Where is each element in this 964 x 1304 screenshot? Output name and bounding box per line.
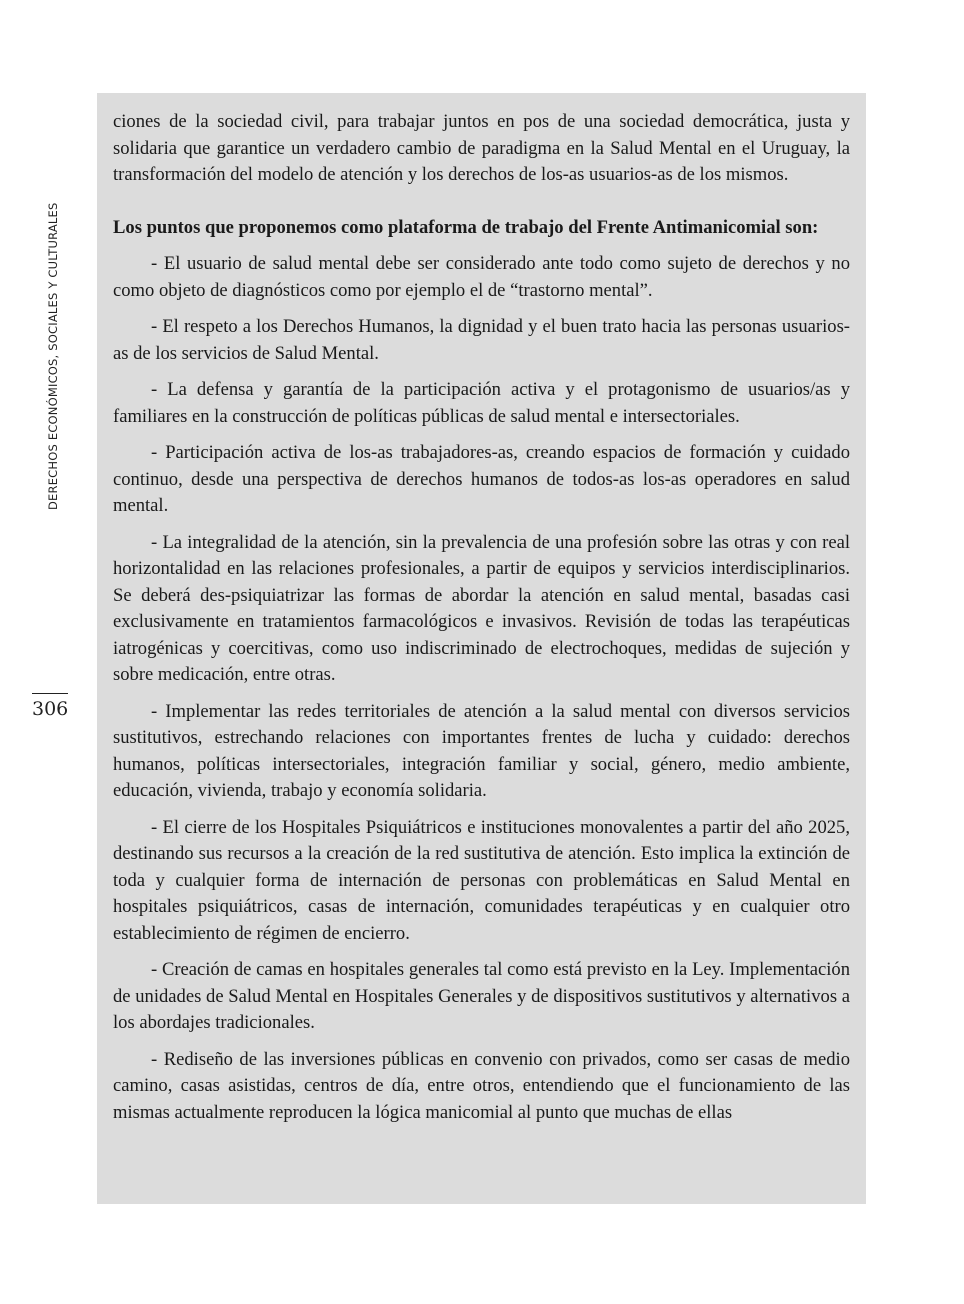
list-item: - La defensa y garantía de la participación activa y el protagonismo de usuarios/as y familiares en la construcción de políticas públicas de salud mental e intersectoriales. — [113, 379, 850, 427]
list-item: - El usuario de salud mental debe ser considerado ante todo como sujeto de derechos y no como objeto de diagnósticos como por ejemplo el de “trastorno mental”. — [113, 253, 850, 301]
list-item: - Participación activa de los-as trabajadores-as, creando espacios de formación y cuidado continuo, desde una perspectiva de derechos humanos de todos-as los-as operadores en salud mental. — [113, 442, 850, 516]
list-item: - Creación de camas en hospitales generales tal como está previsto en la Ley. Implementación de unidades de Salud Mental en Hospitales Generales y de dispositivos sustitutivos y alternativos a los abordajes tradicionales. — [113, 959, 850, 1033]
page-number: 306 — [32, 698, 69, 720]
page-number-rule — [32, 693, 68, 694]
list-item: - El cierre de los Hospitales Psiquiátricos e instituciones monovalentes a partir del año 2025, destinando sus recursos a la creación de la red sustitutiva de atención. Esto implica la extinción de toda y cualquier forma de internación de personas con problemáticas en Salud Mental en hospitales psiquiátricos, casas de internación, comunidades terapéuticas y en cualquier otro establecimiento de régimen de encierro. — [113, 816, 850, 944]
running-header-vertical: DERECHOS ECONÓMICOS, SOCIALES Y CULTURALES — [46, 202, 60, 510]
list-item: - Implementar las redes territoriales de atención a la salud mental con diversos servicios sustitutivos, estrechando relaciones con importantes frentes de lucha y cuidado: derechos humanos, políticas intersectoriales, integración familiar y social, género, medio ambiente, educación, vivienda, trabajo y economía solidaria. — [113, 700, 850, 801]
section-heading: Los puntos que proponemos como plataforma de trabajo del Frente Antimanicomial son: — [113, 216, 819, 238]
list-item: - La integralidad de la atención, sin la prevalencia de una profesión sobre las otras y con real horizontalidad en las relaciones profesionales, a partir de equipos y servicios interdisciplinarios. Se deberá des-psiquiatrizar las formas de abordar la atención en salud mental, basadas casi exclusivamente en tratamientos farmacológicos e invasivos. Revisión de todas las terapéuticas iatrogénicas y coercitivas, como uso indiscriminado de electrochoques, medidas de sujeción y sobre medicación, entre otras. — [113, 531, 850, 685]
intro-paragraph: ciones de la sociedad civil, para trabajar juntos en pos de una sociedad democrática, justa y solidaria que garantice un verdadero cambio de paradigma en la Salud Mental en el Uruguay, la transformación del modelo de atención y los derechos de los-as usuarios-as de los mismos. — [113, 111, 850, 185]
list-item: - El respeto a los Derechos Humanos, la dignidad y el buen trato hacia las personas usuarios-as de los servicios de Salud Mental. — [113, 316, 850, 364]
list-item: - Rediseño de las inversiones públicas en convenio con privados, como ser casas de medio camino, casas asistidas, centros de día, entre otros, entendiendo que el funcionamiento de las mismas actualmente reproducen la lógica manicomial al punto que muchas de ellas — [113, 1048, 850, 1123]
boxed-text-panel — [97, 93, 866, 1204]
